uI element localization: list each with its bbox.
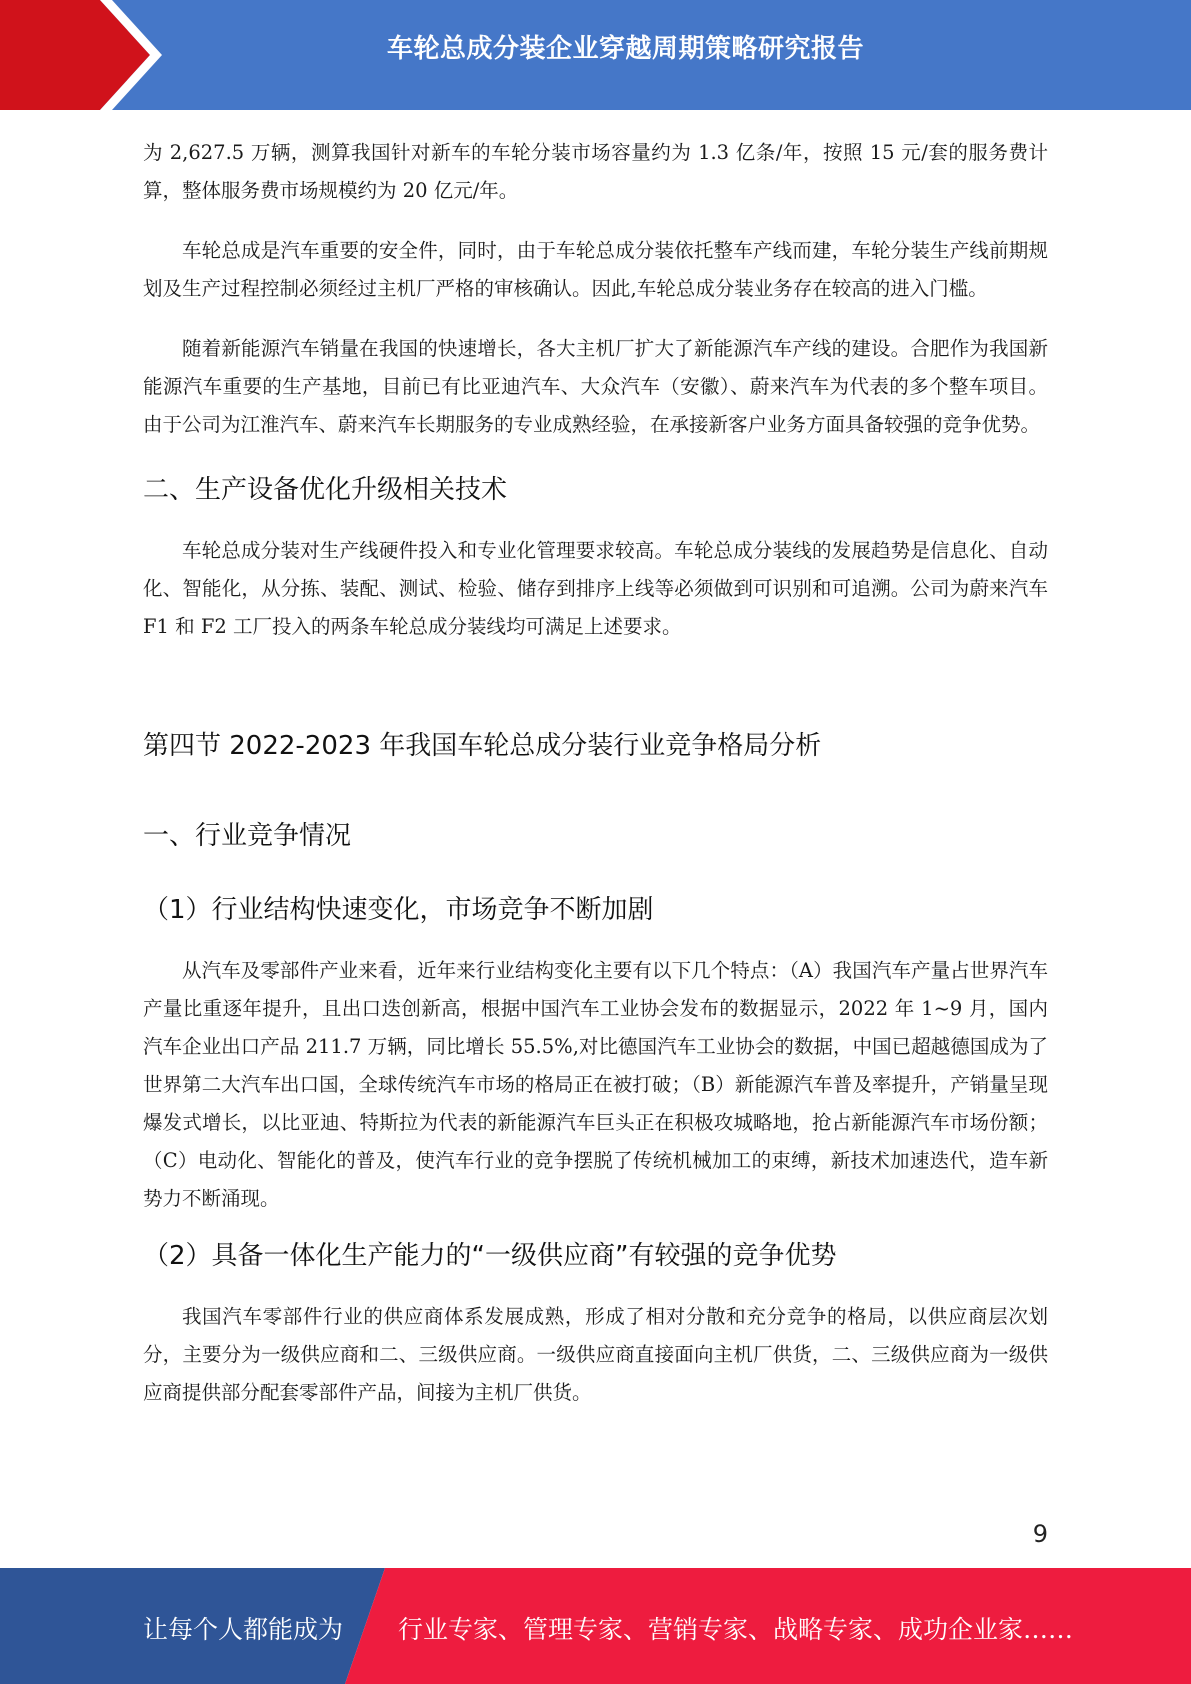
page-header [0, 0, 1191, 110]
paragraph-supplier-system: 我国汽车零部件行业的供应商体系发展成熟，形成了相对分散和充分竞争的格局，以供应商层次划分，主要分为一级供应商和二、三级供应商。一级供应商直接面向主机厂供货，二、三级供应商为一级供应商提供部分配套零部件产品，间接为主机厂供货。 [143, 1305, 1048, 1404]
header-red-chevron [0, 0, 150, 110]
paragraph-production-line: 车轮总成分装对生产线硬件投入和专业化管理要求较高。车轮总成分装线的发展趋势是信息化、自动化、智能化，从分拣、装配、测试、检验、储存到排序上线等必须做到可识别和可追溯。公司为蔚来汽车 F1 和 F2 工厂投入的两条车轮总成分装线均可满足上述要求。 [143, 539, 1048, 638]
heading-industry-competition: 一、行业竞争情况 [143, 821, 352, 851]
paragraph-market-capacity: 为 2,627.5 万辆，测算我国针对新车的车轮分装市场容量约为 1.3 亿条/年，按照 15 元/套的服务费计算，整体服务费市场规模约为 20 亿元/年。 [143, 141, 1048, 202]
paragraph-safety-component: 车轮总成是汽车重要的安全件，同时，由于车轮总成分装依托整车产线而建，车轮分装生产线前期规划及生产过程控制必须经过主机厂严格的审核确认。因此,车轮总成分装业务存在较高的进入门槛。 [143, 239, 1048, 300]
footer-slogan-right: 行业专家、管理专家、营销专家、战略专家、成功企业家…… [398, 1615, 1074, 1644]
paragraph-industry-features: 从汽车及零部件产业来看，近年来行业结构变化主要有以下几个特点：（A）我国汽车产量占世界汽车产量比重逐年提升，且出口迭创新高，根据中国汽车工业协会发布的数据显示，2022 年 1~9 月，国内汽车企业出口产品 211.7 万辆，同比增长 55.5%,对比德国汽车工业协会的数据，中国已超越德国成为了世界第二大汽车出口国，全球传统汽车市场的格局正在被打破；（B）新能源汽车普及率提升，产销量呈现爆发式增长，以比亚迪、特斯拉为代表的新能源汽车巨头正在积极攻城略地，抢占新能源汽车市场份额；（C）电动化、智能化的普及，使汽车行业的竞争摆脱了传统机械加工的束缚，新技术加速迭代，造车新势力不断涌现。 [143, 959, 1048, 1210]
paragraph-new-energy: 随着新能源汽车销量在我国的快速增长，各大主机厂扩大了新能源汽车产线的建设。合肥作为我国新能源汽车重要的生产基地，目前已有比亚迪汽车、大众汽车（安徽）、蔚来汽车为代表的多个整车项目。由于公司为江淮汽车、蔚来汽车长期服务的专业成熟经验，在承接新客户业务方面具备较强的竞争优势。 [143, 337, 1048, 436]
page-number: 9 [1032, 1520, 1048, 1548]
document-body [143, 134, 1048, 1434]
header-title: 车轮总成分装企业穿越周期策略研究报告 [386, 34, 864, 64]
section-title: 第四节 2022-2023 年我国车轮总成分装行业竞争格局分析 [143, 731, 822, 761]
page-footer [0, 1568, 1191, 1684]
heading-structure-change: （1）行业结构快速变化，市场竞争不断加剧 [143, 895, 654, 925]
footer-slogan-left: 让每个人都能成为 [143, 1615, 344, 1644]
heading-equipment-upgrade: 二、生产设备优化升级相关技术 [143, 475, 508, 505]
heading-tier1-supplier: （2）具备一体化生产能力的“一级供应商”有较强的竞争优势 [143, 1241, 837, 1271]
